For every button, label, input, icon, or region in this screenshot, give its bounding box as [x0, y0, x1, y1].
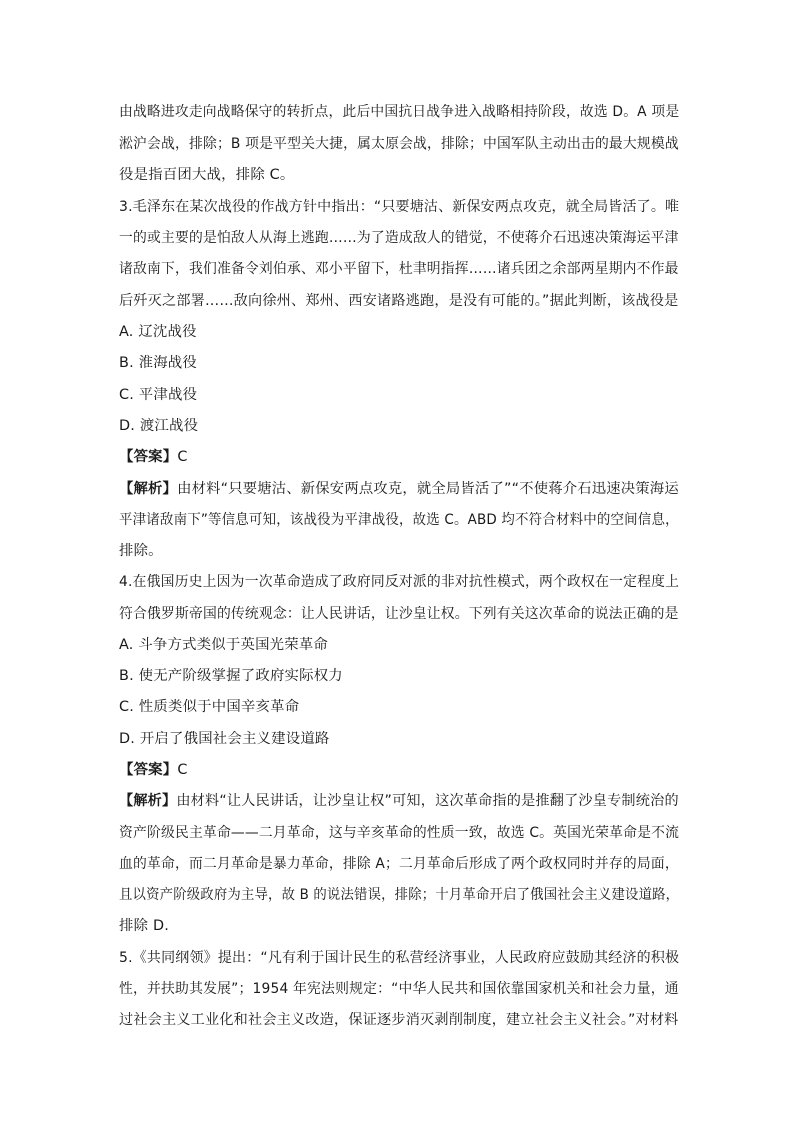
q3-option-c: C. 平津战役	[119, 387, 198, 403]
q4-option-a: A. 斗争方式类似于英国光荣革命	[119, 637, 329, 653]
q3-option-a: A. 辽沈战役	[119, 324, 197, 340]
explanation-text: 由材料“让人民讲话，让沙皇让权”可知，这次革命指的是推翻了沙皇专制统治的	[176, 793, 679, 809]
q3-option-b: B. 淮海战役	[119, 355, 197, 371]
explanation-label: 【解析】	[119, 481, 178, 497]
q4-explanation-line-2: 资产阶级民主革命——二月革命，这与辛亥革命的性质一致，故选 C。英国光荣革命是不流	[119, 825, 680, 841]
explanation-label: 【解析】	[119, 793, 177, 809]
q3-option-d: D. 渡江战役	[119, 418, 199, 434]
q3-stem-line-4: 后歼灭之部署……敌向徐州、郑州、西安诸路逃跑，是没有可能的。”据此判断，该战役是	[119, 293, 679, 309]
q4-option-c: C. 性质类似于中国辛亥革命	[119, 699, 300, 715]
q3-stem-line-2: 一的或主要的是怕敌人从海上逃跑……为了造成敌人的错觉，不使蒋介石迅速决策海运平津	[119, 230, 679, 246]
answer-label: 【答案】	[119, 762, 178, 778]
q4-option-d: D. 开启了俄国社会主义建设道路	[119, 731, 330, 747]
q2-explanation-line-1: 由战略进攻走向战略保守的转折点，此后中国抗日战争进入战略相持阶段，故选 D。A 项是	[119, 104, 680, 120]
q4-stem-line-1: 4.在俄国历史上因为一次革命造成了政府同反对派的非对抗性模式，两个政权在一定程度上	[119, 574, 680, 590]
q3-stem-line-3: 诸敌南下，我们准备令刘伯承、邓小平留下，杜聿明指挥……诸兵团之余部两星期内不作最	[119, 261, 679, 277]
answer-value: C	[177, 762, 188, 778]
q3-stem-line-1: 3.毛泽东在某次战役的作战方针中指出：“只要塘沽、新保安两点攻克，就全局皆活了。唯	[119, 199, 680, 215]
q4-explanation-line-5: 排除 D.	[119, 918, 170, 934]
q4-answer	[119, 760, 679, 780]
q3-explanation-line-2: 平津诸敌南下”等信息可知，该战役为平津战役，故选 C。ABD 均不符合材料中的空间信息，	[119, 512, 679, 528]
q4-explanation-line-1	[119, 791, 679, 811]
q4-explanation-line-4: 且以资产阶级政府为主导，故 B 的说法错误，排除；十月革命开启了俄国社会主义建设道路，	[119, 887, 680, 903]
q5-stem-line-1: 5.《共同纲领》提出：“凡有利于国计民生的私营经济事业，人民政府应鼓励其经济的积极	[119, 950, 680, 966]
q3-explanation-line-3: 排除。	[119, 543, 163, 559]
q4-explanation-line-3: 血的革命，而二月革命是暴力革命，排除 A；二月革命后形成了两个政权同时并存的局面，	[119, 856, 679, 872]
q2-explanation-line-3: 役是指百团大战，排除 C。	[119, 167, 295, 183]
q5-stem-line-3: 过社会主义工业化和社会主义改造，保证逐步消灭剥削制度，建立社会主义社会。”对材料	[119, 1012, 679, 1028]
answer-value: C	[177, 449, 188, 465]
q4-option-b: B. 使无产阶级掌握了政府实际权力	[119, 668, 343, 684]
answer-label: 【答案】	[119, 449, 178, 465]
q3-answer	[119, 447, 679, 467]
q5-stem-line-2: 性，并扶助其发展”；1954 年宪法则规定：“中华人民共和国依靠国家机关和社会力量，通	[119, 981, 679, 997]
q2-explanation-line-2: 淞沪会战，排除；B 项是平型关大捷，属太原会战，排除；中国军队主动出击的最大规模战	[119, 136, 679, 152]
q3-explanation-line-1	[119, 479, 679, 499]
q4-stem-line-2: 符合俄罗斯帝国的传统观念：让人民讲话，让沙皇让权。下列有关这次革命的说法正确的是	[119, 606, 679, 622]
explanation-text: 由材料“只要塘沽、新保安两点攻克，就全局皆活了”“不使蒋介石迅速决策海运	[177, 481, 679, 497]
